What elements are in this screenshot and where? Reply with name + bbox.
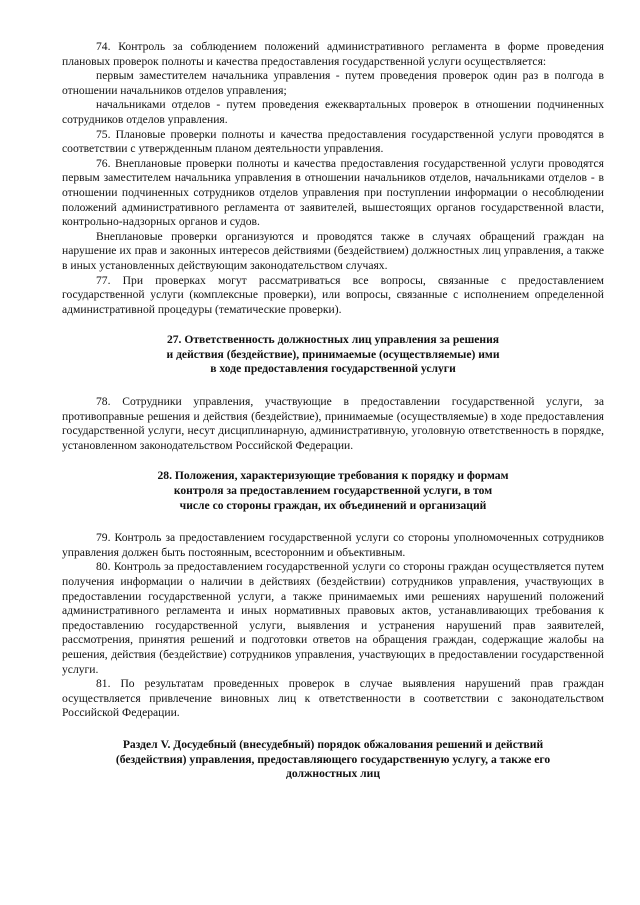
paragraph-81: 81. По результатам проведенных проверок в случае выявления нарушений прав граждан осуществляется привлечение виновных лиц к ответственности в соответствии с законодательством Российской Федерации. [62,677,604,720]
section-28-heading-line: контроля за предоставлением государственной услуги, в том [173,484,493,498]
paragraph-76: 76. Внеплановые проверки полноты и качества предоставления государственной услуги проводятся первым заместителем начальника управления в отношении начальников отделов, начальниками отделов - в отношении подчиненных сотрудников отделов управления при поступлении информации о несоблюдении положений административного регламента от заявителей, вышестоящих органов государственной власти, контрольно-надзорных органов и судов. [62,156,604,229]
section-28-heading [62,469,604,513]
section-27-heading-line: в ходе предоставления государственной услуги [210,362,456,376]
razdel-5-heading [62,738,604,782]
paragraph-79: 79. Контроль за предоставлением государственной услуги со стороны уполномоченных сотрудников управления должен быть постоянным, всесторонним и объективным. [62,531,604,559]
section-27-heading [62,333,604,377]
paragraph-74-department-heads: начальниками отделов - путем проведения ежеквартальных проверок в отношении подчиненных сотрудников отделов управления. [62,98,604,126]
razdel-5-heading-line: (бездействия) управления, предоставляющего государственную услугу, а также его [115,752,551,766]
paragraph-80: 80. Контроль за предоставлением государственной услуги со стороны граждан осуществляется путем получения информации о наличии в действиях (бездействии) сотрудников управления, участвующих в предоставлении государственной услуги, а также принимаемых ими решениях нарушений положений административного регламента и иных нормативных правовых актов, устанавливающих требования к предоставлению государственной услуги, выявления и устранения нарушений прав заявителей, рассмотрения, принятия решений и подготовки ответов на обращения граждан, содержащие жалобы на решения, действия (бездействие) сотрудников управления, участвующих в предоставлении государственной услуги. [62,560,604,676]
razdel-5-heading-line: должностных лиц [285,767,381,781]
paragraph-76-unscheduled: Внеплановые проверки организуются и проводятся также в случаях обращений граждан на нарушение их прав и законных интересов действиями (бездействием) должностных лиц управления, а также в иных установленных действующим законодательством случаях. [62,229,604,272]
paragraph-75: 75. Плановые проверки полноты и качества предоставления государственной услуги проводятся в соответствии с утвержденным планом деятельности управления. [62,127,604,156]
paragraph-77: 77. При проверках могут рассматриваться все вопросы, связанные с предоставлением государственной услуги (комплексные проверки), или вопросы, связанные с исполнением определенной административной процедуры (тематические проверки). [62,273,604,316]
section-28-heading-line: числе со стороны граждан, их объединений и организаций [179,498,487,512]
section-27-heading-line: и действия (бездействие), принимаемые (осуществляемые) ими [166,347,500,361]
section-27-heading-line: 27. Ответственность должностных лиц управления за решения [166,333,500,347]
section-28-heading-line: 28. Положения, характеризующие требования к порядку и формам [157,469,509,483]
razdel-5-heading-line: Раздел V. Досудебный (внесудебный) порядок обжалования решений и действий [122,737,544,751]
paragraph-74-first-deputy: первым заместителем начальника управления - путем проведения проверок один раз в полгода в отношении начальников отделов управления; [62,69,604,97]
paragraph-74: 74. Контроль за соблюдением положений административного регламента в форме проведения плановых проверок полноты и качества предоставления государственной услуги осуществляется: [62,40,604,68]
paragraph-78: 78. Сотрудники управления, участвующие в предоставлении государственной услуги, за противоправные решения и действия (бездействие), принимаемые (осуществляемые) в ходе предоставления государственной услуги, несут дисциплинарную, административную, уголовную ответственность в порядке, установленном законодательством Российской Федерации. [62,395,604,452]
